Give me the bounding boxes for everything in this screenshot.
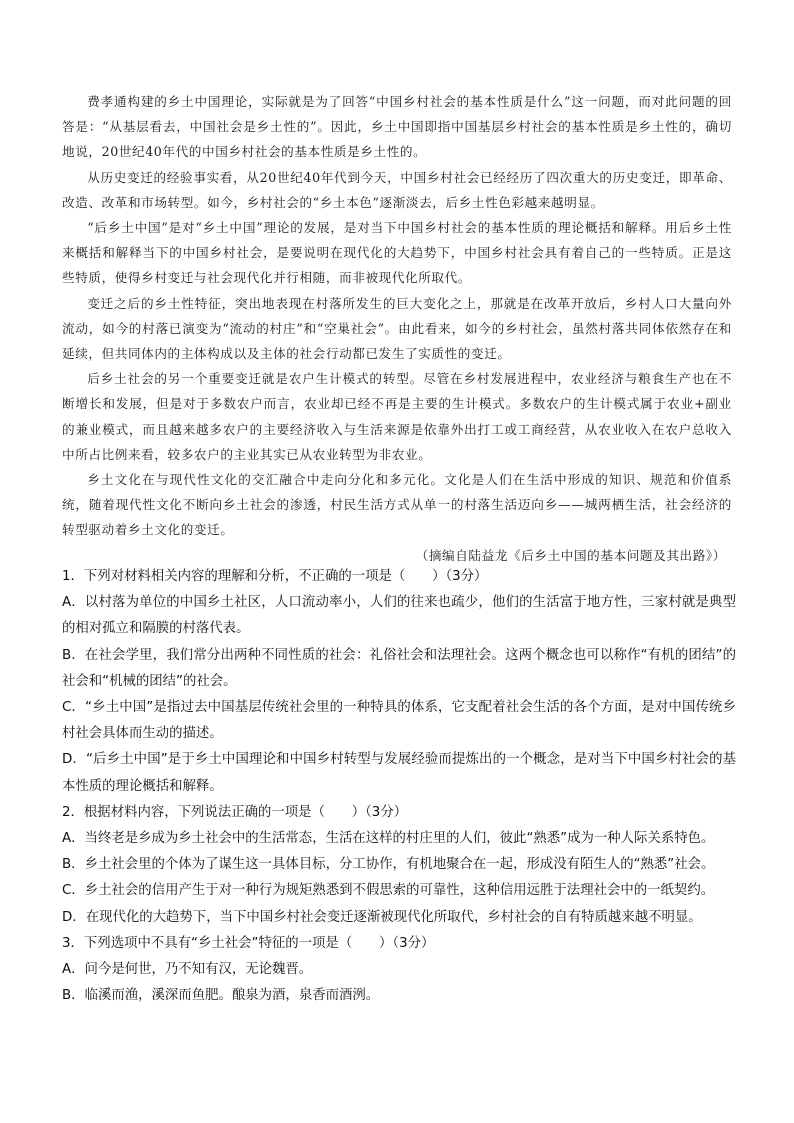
material-source: （摘编自陆益龙《后乡土中国的基本问题及其出路》） [415, 547, 726, 563]
material-paragraph: 从历史变迁的经验事实看，从20世纪40年代到今天，中国乡村社会已经经历了四次重大的历史变迁，即革命、改造、改革和市场转型。如今，乡村社会的“乡土本色”逐渐淡去，后乡土性色彩越来越明显。 [62, 169, 732, 210]
option-a: A．当终老是乡成为乡土社会中的生活常态，生活在这样的村庄里的人们，彼此“熟悉”成为一种人际关系特色。 [62, 831, 715, 847]
question-stem: 2．根据材料内容，下列说法正确的一项是（ ）（3分） [62, 804, 408, 820]
option-c: C．“乡土中国”是指过去中国基层传统社会里的一种特具的体系，它支配着社会生活的各个方面，是对中国传统乡村社会具体而生动的描述。 [62, 700, 736, 742]
material-paragraph: 费孝通构建的乡土中国理论，实际就是为了回答“中国乡村社会的基本性质是什么”这一问题，而对此问题的回答是：“从基层看去，中国社会是乡土性的”。因此，乡土中国即指中国基层乡村社会的基本性质是乡土性的，确切地说，20世纪40年代的中国乡村社会的基本性质是乡土性的。 [62, 94, 732, 160]
question-2 [62, 800, 736, 931]
option-b: B．乡土社会里的个体为了谋生这一具体目标，分工协作，有机地聚合在一起，形成没有陌生人的“熟悉”社会。 [62, 857, 715, 873]
material-paragraph: “后乡土中国”是对“乡土中国”理论的发展，是对当下中国乡村社会的基本性质的理论概括和解释。用后乡土性来概括和解释当下的中国乡村社会，是要说明在现代化的大趋势下，中国乡村社会具有着自己的一些特质。正是这些特质，使得乡村变迁与社会现代化并行相随，而非被现代化所取代。 [62, 220, 732, 286]
material-paragraph: 乡土文化在与现代性文化的交汇融合中走向分化和多元化。文化是人们在生活中形成的知识、规范和价值系统，随着现代性文化不断向乡土社会的渗透，村民生活方式从单一的村落生活迈向乡——城两栖生活，社会经济的转型驱动着乡土文化的变迁。 [62, 472, 732, 538]
question-stem: 3．下列选项中不具有“乡土社会”特征的一项是（ ）（3分） [62, 935, 435, 951]
option-a: A．问今是何世，乃不知有汉，无论魏晋。 [62, 962, 313, 978]
option-c: C．乡土社会的信用产生于对一种行为规矩熟悉到不假思索的可靠性，这种信用远胜于法理社会中的一纸契约。 [62, 883, 715, 899]
option-d: D．“后乡土中国”是于乡土中国理论和中国乡村转型与发展经验而提炼出的一个概念，是对当下中国乡村社会的基本性质的理论概括和解释。 [62, 752, 736, 794]
question-3 [62, 931, 736, 1010]
reading-material [62, 89, 732, 568]
option-d: D．在现代化的大趋势下，当下中国乡村社会变迁逐渐被现代化所取代，乡村社会的自有特质越来越不明显。 [62, 909, 702, 925]
material-paragraph: 变迁之后的乡土性特征，突出地表现在村落所发生的巨大变化之上，那就是在改革开放后，乡村人口大量向外流动，如今的村落已演变为“流动的村庄”和“空巢社会”。由此看来，如今的乡村社会，虽然村落共同体依然存在和延续，但共同体内的主体构成以及主体的社会行动都已发生了实质性的变迁。 [62, 295, 732, 362]
material-paragraph: 后乡土社会的另一个重要变迁就是农户生计模式的转型。尽管在乡村发展进程中，农业经济与粮食生产也在不断增长和发展，但是对于多数农户而言，农业却已经不再是主要的生计模式。多数农户的生计模式属于农业+副业的兼业模式，而且越来越多农户的主要经济收入与生活来源是依靠外出打工或工商经营，从农业收入在农户总收入中所占比例来看，较多农户的主业其实已从农业转型为非农业。 [62, 371, 732, 462]
question-stem: 1．下列对材料相关内容的理解和分析，不正确的一项是（ ）（3分） [62, 569, 488, 584]
option-a: A．以村落为单位的中国乡土社区，人口流动率小，人们的往来也疏少，他们的生活富于地方性，三家村就是典型的相对孤立和隔膜的村落代表。 [62, 595, 736, 637]
option-b: B．在社会学里，我们常分出两种不同性质的社会：礼俗社会和法理社会。这两个概念也可以称作“有机的团结”的社会和“机械的团结”的社会。 [62, 647, 736, 689]
question-section [62, 564, 736, 1009]
option-b: B．临溪而渔，溪深而鱼肥。酿泉为酒，泉香而酒洌。 [62, 988, 380, 1004]
question-1 [62, 564, 736, 800]
